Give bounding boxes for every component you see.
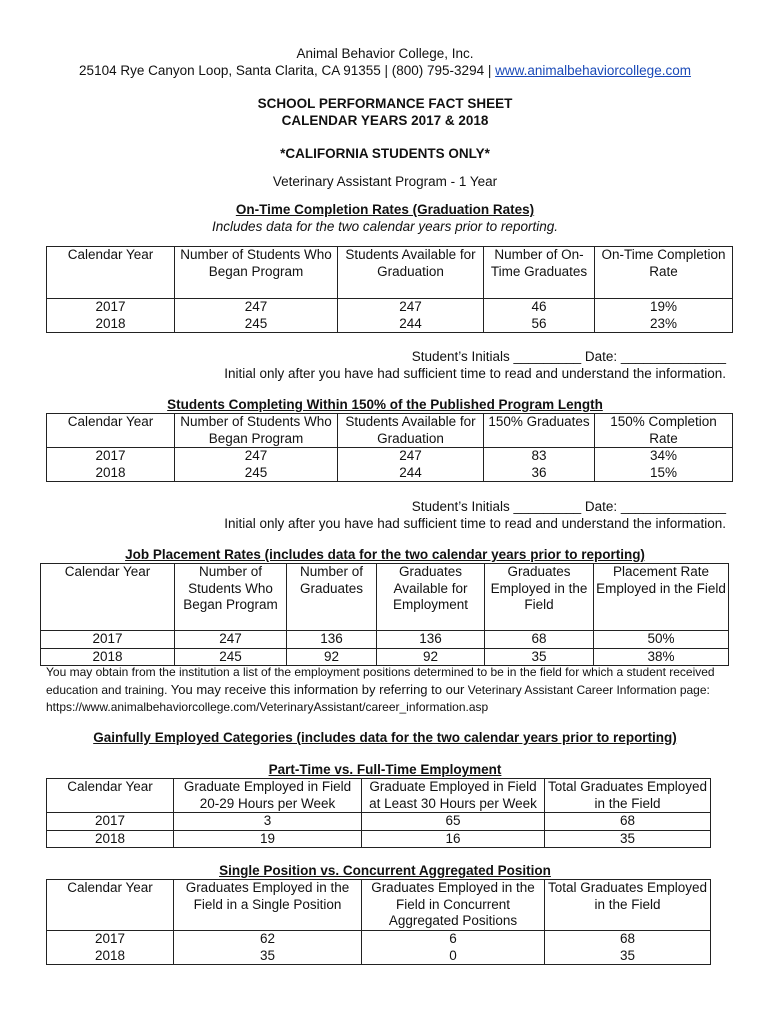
initials-date-line[interactable]: Student’s Initials _________ Date: ______________	[411, 349, 726, 364]
table-cell: 2017	[41, 631, 175, 649]
table-row	[47, 931, 711, 948]
header-cell: Number of Students Who Began Program	[175, 414, 338, 448]
table-cell: 62	[174, 931, 362, 948]
header-cell: Placement Rate Employed in the Field	[594, 564, 729, 631]
ontime-table	[46, 246, 733, 333]
table-row	[47, 948, 711, 965]
table-row	[41, 631, 729, 649]
table-cell: 23%	[595, 316, 733, 333]
document-subtitle: CALENDAR YEARS 2017 & 2018	[281, 113, 489, 128]
table-cell: 247	[175, 631, 287, 649]
header-cell: Number of Students Who Began Program	[175, 247, 338, 299]
header-cell: Calendar Year	[47, 779, 174, 813]
placement-title: Job Placement Rates (includes data for the two calendar years prior to reporting)	[125, 547, 645, 562]
table-cell: 36	[484, 465, 595, 482]
website-link[interactable]: www.animalbehaviorcollege.com	[495, 63, 691, 78]
header-cell: Students Available for Graduation	[338, 414, 484, 448]
table-cell: 245	[175, 316, 338, 333]
header-cell: Number of Students Who Began Program	[175, 564, 287, 631]
single-title: Single Position vs. Concurrent Aggregated Position	[219, 863, 551, 878]
table-cell: 136	[377, 631, 485, 649]
header-cell: Calendar Year	[41, 564, 175, 631]
table-cell: 247	[338, 448, 484, 465]
initials-date-line[interactable]: Student’s Initials _________ Date: ______________	[411, 499, 726, 514]
table-row	[41, 648, 729, 666]
table-cell: 2018	[47, 948, 174, 965]
table-cell: 34%	[595, 448, 733, 465]
institution-name: Animal Behavior College, Inc.	[296, 46, 474, 61]
header-cell: 150% Completion Rate	[595, 414, 733, 448]
table-cell: 247	[175, 448, 338, 465]
table-row	[47, 299, 733, 316]
table-cell: 247	[175, 299, 338, 316]
table-cell: 50%	[594, 631, 729, 649]
table-cell: 244	[338, 316, 484, 333]
initials-instruction: Initial only after you have had sufficient time to read and understand the information.	[224, 366, 726, 381]
table-header-row	[47, 880, 711, 931]
table-cell: 35	[174, 948, 362, 965]
placement-table	[40, 563, 729, 666]
table-cell: 136	[287, 631, 377, 649]
table-cell: 19%	[595, 299, 733, 316]
single-table	[46, 879, 711, 965]
table-cell: 2017	[47, 299, 175, 316]
header-cell: Number of Graduates	[287, 564, 377, 631]
table-cell: 0	[362, 948, 545, 965]
table-cell: 35	[545, 830, 711, 848]
header-cell: Number of On-Time Graduates	[484, 247, 595, 299]
table-cell: 83	[484, 448, 595, 465]
address-text: 25104 Rye Canyon Loop, Santa Clarita, CA 91355 | (800) 795-3294 |	[79, 63, 492, 78]
table-row	[47, 465, 733, 482]
header-cell: Graduate Employed in Field 20-29 Hours per Week	[174, 779, 362, 813]
table-cell: 3	[174, 813, 362, 831]
gainful-title: Gainfully Employed Categories (includes data for the two calendar years prior to reporting)	[93, 730, 677, 745]
table-cell: 92	[287, 648, 377, 666]
table-row	[47, 448, 733, 465]
parttime-title: Part-Time vs. Full-Time Employment	[268, 762, 502, 777]
header-cell: 150% Graduates	[484, 414, 595, 448]
table-row	[47, 316, 733, 333]
header-cell: Calendar Year	[47, 247, 175, 299]
note-text: You may obtain from the institution a list of the employment positions determined to be in the field for which a student received education and training.	[46, 665, 715, 697]
table-cell: 68	[545, 931, 711, 948]
table-cell: 2018	[41, 648, 175, 666]
program-name: Veterinary Assistant Program - 1 Year	[272, 174, 498, 189]
table-cell: 38%	[594, 648, 729, 666]
note-text: Veterinary Assistant Career Information page:	[467, 683, 710, 697]
within150-title: Students Completing Within 150% of the Published Program Length	[167, 397, 603, 412]
table-cell: 247	[338, 299, 484, 316]
table-cell: 35	[485, 648, 594, 666]
table-cell: 68	[545, 813, 711, 831]
table-cell: 46	[484, 299, 595, 316]
table-cell: 19	[174, 830, 362, 848]
document-title: SCHOOL PERFORMANCE FACT SHEET	[257, 96, 513, 111]
within150-table	[46, 413, 733, 482]
table-cell: 68	[485, 631, 594, 649]
table-cell: 56	[484, 316, 595, 333]
header-cell: Graduates Employed in the Field in a Single Position	[174, 880, 362, 931]
header-cell: Students Available for Graduation	[338, 247, 484, 299]
table-cell: 15%	[595, 465, 733, 482]
career-info-url[interactable]: https://www.animalbehaviorcollege.com/VeterinaryAssistant/career_information.asp	[46, 700, 489, 714]
table-cell: 244	[338, 465, 484, 482]
table-cell: 245	[175, 465, 338, 482]
restriction-note: *CALIFORNIA STUDENTS ONLY*	[280, 146, 490, 161]
header-cell: On-Time Completion Rate	[595, 247, 733, 299]
table-cell: 2018	[47, 465, 175, 482]
ontime-subtitle: Includes data for the two calendar years prior to reporting.	[212, 219, 558, 234]
table-header-row	[47, 779, 711, 813]
table-cell: 2017	[47, 813, 174, 831]
header-cell: Graduates Employed in the Field in Concurrent Aggregated Positions	[362, 880, 545, 931]
table-cell: 16	[362, 830, 545, 848]
table-row	[47, 813, 711, 831]
header-cell: Calendar Year	[47, 414, 175, 448]
table-cell: 2018	[47, 830, 174, 848]
ontime-title: On-Time Completion Rates (Graduation Rates)	[235, 202, 535, 217]
table-header-row	[47, 414, 733, 448]
table-cell: 6	[362, 931, 545, 948]
table-cell: 65	[362, 813, 545, 831]
table-cell: 2017	[47, 448, 175, 465]
header-cell: Graduates Available for Employment	[377, 564, 485, 631]
table-cell: 2017	[47, 931, 174, 948]
parttime-table	[46, 778, 711, 848]
table-cell: 2018	[47, 316, 175, 333]
table-cell: 92	[377, 648, 485, 666]
placement-note	[46, 664, 736, 716]
table-cell: 35	[545, 948, 711, 965]
table-cell: 245	[175, 648, 287, 666]
header-cell: Calendar Year	[47, 880, 174, 931]
header-cell: Graduates Employed in the Field	[485, 564, 594, 631]
header-cell: Graduate Employed in Field at Least 30 Hours per Week	[362, 779, 545, 813]
table-header-row	[41, 564, 729, 631]
header-cell: Total Graduates Employed in the Field	[545, 880, 711, 931]
table-row	[47, 830, 711, 848]
header-cell: Total Graduates Employed in the Field	[545, 779, 711, 813]
table-header-row	[47, 247, 733, 299]
address-line	[0, 63, 770, 79]
initials-instruction: Initial only after you have had sufficient time to read and understand the information.	[224, 516, 726, 531]
note-text: You may receive this information by referring to our	[170, 682, 465, 697]
